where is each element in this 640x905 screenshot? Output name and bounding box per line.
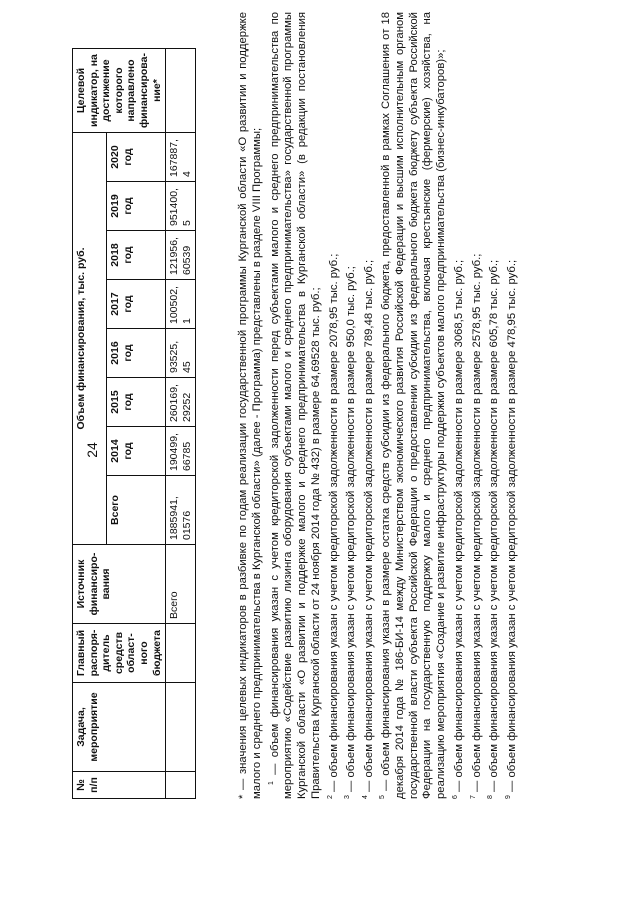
footnote-text: — объем финансирования указан с учетом кредиторской задолженности в размере 789,48 тыс. руб.; — [362, 259, 375, 796]
cell-year-value: 951400, 5 — [166, 182, 196, 231]
col-header-funding-group: Объем финансирования, тыс. руб. — [73, 133, 107, 545]
footnote-text: — объем финансирования указан с учетом кредиторской задолженности в размере 2078,95 тыс. руб.; — [327, 253, 340, 796]
footnote-mark: 6 — [451, 795, 459, 799]
footnote-text: — объем финансирования указан с учетом кредиторской задолженности в размере 950,0 тыс. руб.; — [344, 266, 357, 796]
footnote-mark: 7 — [469, 795, 477, 799]
cell-year-value: 260169, 29252 — [166, 378, 196, 427]
footnotes — [237, 12, 519, 799]
footnote-mark: 2 — [326, 795, 334, 799]
footnote-5 — [376, 12, 449, 799]
col-header-year: 2020 год — [107, 133, 166, 182]
footnote-text: — объем финансирования указан с учетом кредиторской задолженности в размере 3068,5 тыс. руб.; — [452, 259, 465, 796]
col-header-source: Источник финансиро-вания — [73, 545, 166, 624]
col-header-task: Задача, мероприятие — [73, 683, 166, 772]
cell-year-value: 167887, 4 — [166, 133, 196, 182]
cell-year-value: 93525, 45 — [166, 329, 196, 378]
cell-year-value: 190499, 66785 — [166, 427, 196, 476]
cell-target — [166, 49, 196, 133]
footnote-mark: 3 — [344, 795, 352, 799]
footnote-text: — объем финансирования указан с учетом кредиторской задолженности в размере 478,95 тыс. руб.; — [505, 259, 518, 796]
footnote-6 — [449, 12, 467, 799]
footnote-text: — объем финансирования указан с учетом кредиторской задолженности перед субъектами малого и среднего предпринимательства по мероприятию «Содействие развитию лизинга оборудования субъектами малого и среднего предпринимательства» государственной программы Курганской области «О развитии и поддержке малого и среднего предпринимательства в Курганской области» (в редакции постановления Правительства Курганской области от 24 ноября 2014 года № 432) в размере 64,69528 тыс. руб.; — [268, 12, 322, 799]
col-header-total: Всего — [107, 476, 166, 545]
footnote-mark: 4 — [361, 795, 369, 799]
col-header-no: № п/п — [73, 772, 166, 799]
footnote-text: — объем финансирования указан с учетом кредиторской задолженности в размере 2578,95 тыс. руб.; — [470, 253, 483, 796]
col-header-responsible: Главный распоря-дитель средств област-ного бюджета — [73, 624, 166, 683]
footnote-4 — [359, 12, 377, 799]
cell-source: Всего — [166, 545, 196, 624]
cell-year-value: 100502, 1 — [166, 280, 196, 329]
footnote-star: * — значения целевых индикаторов в разбивке по годам реализации государственной программы Курганской области «О развитии и поддержке малого и среднего предпринимательства в Курганской области» (далее - Программа) представлены в разделе VIII Программы; — [237, 12, 263, 799]
footnote-mark: 5 — [379, 795, 387, 799]
col-header-year: 2016 год — [107, 329, 166, 378]
footnote-9 — [502, 12, 520, 799]
footnote-7 — [467, 12, 485, 799]
footnote-8 — [484, 12, 502, 799]
col-header-year: 2014 год — [107, 427, 166, 476]
footnote-mark: 1 — [267, 781, 275, 785]
footnote-3 — [341, 12, 359, 799]
financing-table — [72, 48, 196, 799]
cell-total: 1885941, 01576 — [166, 476, 196, 545]
table-row — [166, 49, 196, 799]
footnote-mark: 8 — [487, 795, 495, 799]
footnote-2 — [324, 12, 342, 799]
col-header-year: 2015 год — [107, 378, 166, 427]
footnote-mark: 9 — [504, 795, 512, 799]
cell-task — [166, 683, 196, 772]
cell-responsible — [166, 624, 196, 683]
col-header-year: 2017 год — [107, 280, 166, 329]
cell-year-value: 121956, 60539 — [166, 231, 196, 280]
footnote-text: — объем финансирования указан в размере остатка средств субсидии из федерального бюджета, предоставленной в рамках Соглашения от 18 декабря 2014 года № 186-БИ-14 между Министерством экономического развития Российской Федерации и высшим исполнительным органом государственной власти субъекта Российской Федерации о предоставлении субсидии из федерального бюджета бюджету субъекта Российской Федерации на государственную поддержку малого и среднего предпринимательства, включая крестьянские (фермерские) хозяйства, на реализацию мероприятия «Создание и развитие инфраструктуры поддержки субъектов малого предпринимательства (бизнес-инкубаторов)»; — [380, 12, 448, 799]
cell-no — [166, 772, 196, 799]
footnote-text: — объем финансирования указан с учетом кредиторской задолженности в размере 605,78 тыс. руб.; — [487, 259, 500, 796]
col-header-year: 2019 год — [107, 182, 166, 231]
col-header-target: Целевой индикатор, на достижение которого направлено финансирова-ние* — [73, 49, 166, 133]
footnote-1 — [265, 12, 324, 799]
page-number: 24 — [83, 442, 100, 458]
col-header-year: 2018 год — [107, 231, 166, 280]
